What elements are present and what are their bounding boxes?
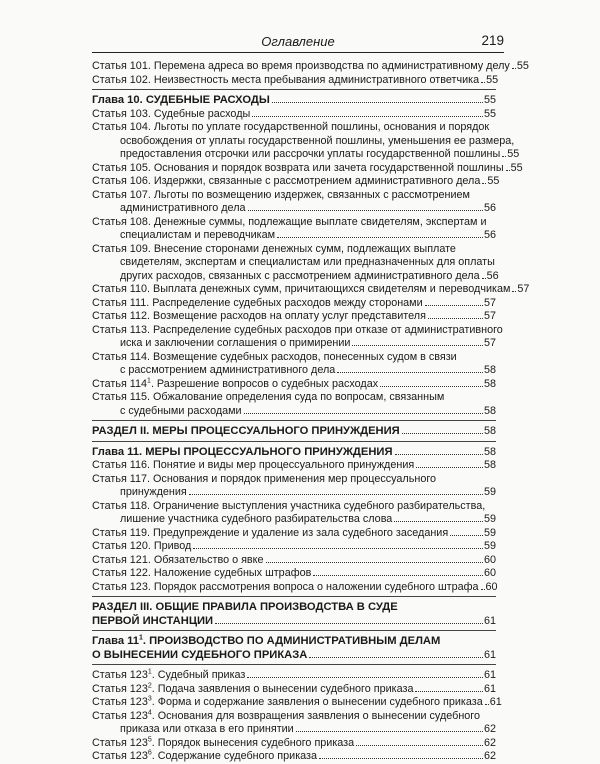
section-divider: [92, 420, 496, 421]
toc-entry: [92, 486, 496, 500]
toc-entry-text: Статья 102. Неизвестность места пребывания административного ответчика: [92, 73, 480, 86]
toc-entry-text: Статья 120. Привод: [92, 540, 192, 552]
toc-entry-text: Статья 119. Предупреждение и удаление из зала судебного заседания: [92, 526, 449, 539]
dot-leader: [485, 704, 489, 705]
toc-entry: [92, 513, 496, 527]
toc-page-number: 56: [483, 202, 496, 214]
dot-leader: [352, 345, 483, 346]
toc-entry: [92, 337, 496, 351]
toc-page-number: 55: [486, 73, 499, 86]
toc-page-number: 58: [483, 364, 496, 376]
toc-entry: [92, 94, 496, 108]
toc-entry: [92, 161, 523, 176]
toc-entry: [92, 615, 496, 629]
superscript-index: 3: [147, 695, 152, 703]
toc-entry-text: предоставления отсрочки или рассрочки уплаты государственной пошлины: [120, 148, 501, 160]
toc-entry-text: Статья 108. Денежные суммы, подлежащие выплате свидетелям, экспертам и: [92, 215, 487, 228]
table-of-contents: [92, 60, 530, 764]
toc-entry-text: Статья 114. Возмещение судебных расходов, понесенных судом в связи: [92, 350, 457, 363]
dot-leader: [272, 102, 483, 103]
section-divider: [92, 664, 496, 665]
toc-entry-text: Статья 117. Основания и порядок применения мер процессуального: [92, 472, 437, 485]
superscript-index: 1: [147, 376, 151, 384]
toc-entry: [92, 297, 496, 311]
superscript-index: 5: [147, 735, 152, 743]
toc-entry-text: Статья 109. Внесение сторонами денежных сумм, подлежащих выплате: [92, 242, 456, 255]
toc-entry: [92, 269, 499, 284]
section-divider: [92, 89, 496, 90]
toc-entry: [92, 581, 496, 595]
header-title: Оглавление: [261, 34, 335, 49]
dot-leader: [394, 521, 483, 522]
dot-leader: [296, 731, 483, 732]
toc-page-number: 62: [483, 723, 496, 735]
toc-entry-text: освобождения от уплаты государственной пошлины, уменьшения ее размера,: [120, 134, 515, 147]
dot-leader: [319, 758, 483, 759]
dot-leader: [248, 210, 483, 211]
toc-entry-text: Статья 112. Возмещение расходов на оплату услуг представителя: [92, 310, 426, 322]
toc-entry: [92, 378, 496, 392]
toc-entry: [92, 323, 503, 338]
toc-entry: [92, 148, 520, 162]
dot-leader: [416, 467, 483, 468]
toc-entry: [92, 202, 496, 216]
toc-entry: [92, 540, 496, 554]
dot-leader: [356, 745, 483, 746]
dot-leader: [482, 278, 486, 279]
toc-page-number: 58: [483, 445, 496, 458]
dot-leader: [309, 657, 483, 658]
toc-entry: [92, 283, 530, 297]
toc-entry: [92, 405, 496, 419]
toc-page-number: 56: [483, 229, 496, 241]
toc-page-number: 57: [483, 296, 496, 309]
section-divider: [92, 441, 496, 442]
toc-page-number: 55: [483, 107, 496, 120]
dot-leader: [482, 183, 486, 184]
toc-entry-text: РАЗДЕЛ III. ОБЩИЕ ПРАВИЛА ПРОИЗВОДСТВА В СУДЕ: [92, 601, 398, 613]
toc-entry-text: административного дела: [120, 202, 246, 214]
dot-leader: [380, 386, 483, 387]
dot-leader: [506, 170, 510, 171]
toc-entry: [92, 256, 496, 270]
toc-entry-text: с судебными расходами: [120, 404, 242, 417]
toc-entry-text: Глава 11. МЕРЫ ПРОЦЕССУАЛЬНОГО ПРИНУЖДЕНИЯ: [92, 445, 393, 458]
toc-entry-text: специалистам и переводчикам: [120, 229, 276, 241]
toc-entry: [92, 601, 496, 615]
dot-leader: [481, 82, 485, 83]
toc-entry-text: Глава 10. СУДЕБНЫЕ РАСХОДЫ: [92, 94, 270, 106]
toc-page-number: 61: [483, 648, 496, 661]
toc-entry: [92, 446, 496, 460]
toc-page-number: 61: [483, 669, 496, 681]
toc-entry: [92, 554, 496, 568]
dot-leader: [428, 318, 483, 319]
toc-entry-text: Статья 106. Издержки, связанные с рассмотрением административного дела: [92, 175, 481, 187]
toc-entry-text: Статья 110. Выплата денежных сумм, причитающихся свидетелям и переводчикам: [92, 283, 511, 295]
section-divider: [92, 596, 496, 597]
dot-leader: [215, 623, 483, 624]
toc-entry: [92, 635, 496, 649]
dot-leader: [193, 548, 483, 549]
toc-entry: [92, 710, 496, 724]
toc-entry: [92, 108, 496, 122]
toc-page-number: 55: [483, 94, 496, 106]
toc-page-number: 61: [483, 614, 496, 627]
toc-page-number: 62: [483, 736, 496, 749]
toc-entry-text: приказа или отказа в его принятии: [120, 723, 294, 735]
toc-page-number: 59: [483, 513, 496, 525]
toc-entry-text: Статья 115. Обжалование определения суда по вопросам, связанным: [92, 391, 445, 403]
toc-entry: [92, 73, 499, 88]
superscript-index: 1: [139, 634, 143, 642]
toc-page-number: 59: [483, 526, 496, 539]
toc-page-number: 55: [516, 60, 529, 72]
toc-page-number: 60: [483, 553, 496, 566]
superscript-index: 6: [147, 749, 152, 757]
toc-page-number: 56: [486, 269, 499, 282]
toc-entry-text: Статья $123^3$. Форма и содержание заявления о вынесении судебного приказа: [92, 695, 483, 708]
toc-page-number: 58: [483, 425, 496, 437]
toc-entry: [92, 695, 502, 710]
running-header: [92, 30, 504, 53]
dot-leader: [313, 575, 483, 576]
toc-entry-text: Статья 123. Порядок рассмотрения вопроса о наложении судебного штрафа: [92, 580, 479, 593]
toc-entry-text: О ВЫНЕСЕНИИ СУДЕБНОГО ПРИКАЗА: [92, 648, 308, 661]
toc-entry-text: других расходов, связанных с рассмотрением административного дела: [120, 269, 480, 282]
superscript-index: 1: [147, 668, 152, 676]
toc-entry: [92, 737, 496, 751]
dot-leader: [512, 68, 516, 69]
toc-entry-text: Статья $123^4$. Основания для возвращения заявления о вынесении судебного: [92, 708, 481, 722]
toc-entry: [92, 425, 496, 439]
toc-entry: [92, 310, 496, 324]
toc-entry-text: принуждения: [120, 486, 187, 498]
dot-leader: [247, 677, 483, 678]
toc-page-number: 58: [483, 377, 496, 390]
toc-page-number: 61: [489, 696, 502, 708]
toc-entry-text: Статья 103. Судебные расходы: [92, 107, 251, 120]
toc-entry-text: Статья $123^1$. Судебный приказ: [92, 668, 246, 681]
toc-entry-text: иска и заключении соглашения о примирении: [120, 337, 351, 349]
toc-entry: [92, 243, 496, 257]
dot-leader: [402, 433, 483, 434]
toc-page-number: 59: [483, 486, 496, 498]
toc-page-number: 62: [483, 750, 496, 762]
toc-page-number: 60: [485, 580, 498, 593]
toc-entry: [92, 649, 496, 663]
toc-entry: [92, 60, 529, 74]
toc-entry: [92, 473, 496, 487]
dot-leader: [481, 589, 485, 590]
dot-leader: [266, 562, 483, 563]
toc-page-number: 61: [483, 682, 496, 695]
toc-entry-text: Статья 122. Наложение судебных штрафов: [92, 567, 312, 579]
dot-leader: [252, 116, 483, 117]
toc-entry-text: Статья 104. Льготы по уплате государственной пошлины, основания и порядок: [92, 121, 490, 133]
toc-entry-text: Статья 111. Распределение судебных расходов между сторонами: [92, 296, 423, 309]
toc-entry: [92, 669, 496, 683]
toc-page-number: 58: [483, 404, 496, 417]
dot-leader: [244, 413, 483, 414]
dot-leader: [425, 305, 483, 306]
toc-entry: [92, 459, 496, 473]
toc-entry: [92, 567, 496, 581]
toc-page-number: 60: [483, 567, 496, 579]
toc-entry: [92, 121, 496, 135]
toc-entry: [92, 723, 496, 737]
toc-entry-text: Статья 105. Основания и порядок возврата или зачета государственной пошлины: [92, 161, 504, 174]
toc-entry: [92, 189, 496, 203]
toc-entry: [92, 216, 496, 230]
toc-entry-text: ПЕРВОЙ ИНСТАНЦИИ: [92, 614, 214, 627]
toc-page-number: 55: [507, 148, 520, 160]
toc-entry-text: Статья $123^6$. Содержание судебного приказа: [92, 749, 317, 762]
toc-entry-text: Статья 116. Понятие и виды мер процессуального принуждения: [92, 459, 415, 471]
dot-leader: [512, 291, 516, 292]
toc-entry-text: лишение участника судебного разбирательства слова: [120, 513, 393, 525]
toc-entry: [92, 500, 496, 514]
toc-entry-text: Статья $114^1$. Разрешение вопросов о судебных расходах: [92, 376, 379, 390]
page-number: 219: [481, 33, 504, 48]
toc-entry-text: Статья $123^2$. Подача заявления о вынесении судебного приказа: [92, 681, 414, 695]
dot-leader: [502, 156, 506, 157]
toc-entry: [92, 750, 496, 764]
toc-page-number: 55: [487, 175, 500, 187]
toc-page-number: 57: [517, 283, 530, 295]
superscript-index: 2: [147, 681, 152, 689]
toc-page-number: 57: [483, 310, 496, 322]
section-divider: [92, 630, 496, 631]
toc-entry-text: свидетелям, экспертам и специалистам или предназначенных для оплаты: [120, 256, 495, 268]
dot-leader: [277, 237, 483, 238]
dot-leader: [189, 494, 483, 495]
toc-entry-text: Статья 101. Перемена адреса во время производства по административному делу: [92, 60, 510, 72]
toc-page-number: 58: [483, 459, 496, 471]
toc-entry: [92, 351, 496, 365]
dot-leader: [337, 372, 483, 373]
toc-entry-text: Глава $11^1$. ПРОИЗВОДСТВО ПО АДМИНИСТРАТИВНЫМ ДЕЛАМ: [92, 634, 441, 647]
toc-entry: [92, 527, 496, 541]
toc-entry: [92, 229, 496, 243]
toc-entry-text: Статья 121. Обязательство о явке: [92, 553, 264, 566]
dot-leader: [395, 454, 483, 455]
toc-page-number: 57: [483, 337, 496, 349]
toc-entry: [92, 175, 500, 189]
toc-entry: [92, 364, 496, 378]
toc-entry-text: Статья 113. Распределение судебных расходов при отказе от административного: [92, 323, 503, 336]
superscript-index: 4: [147, 708, 152, 716]
toc-entry-text: Статья 107. Льготы по возмещению издержек, связанных с рассмотрением: [92, 188, 470, 201]
toc-entry-text: РАЗДЕЛ II. МЕРЫ ПРОЦЕССУАЛЬНОГО ПРИНУЖДЕНИЯ: [92, 425, 400, 437]
dot-leader: [450, 535, 483, 536]
toc-page-number: 55: [510, 161, 523, 174]
toc-entry: [92, 134, 515, 149]
toc-entry-text: Статья $123^5$. Порядок вынесения судебного приказа: [92, 735, 355, 749]
dot-leader: [415, 691, 483, 692]
toc-entry-text: с рассмотрением административного дела: [120, 364, 336, 376]
toc-page-number: 59: [483, 540, 496, 552]
toc-entry: [92, 683, 496, 697]
toc-entry: [92, 391, 496, 405]
toc-entry-text: Статья 118. Ограничение выступления участника судебного разбирательства,: [92, 499, 486, 512]
